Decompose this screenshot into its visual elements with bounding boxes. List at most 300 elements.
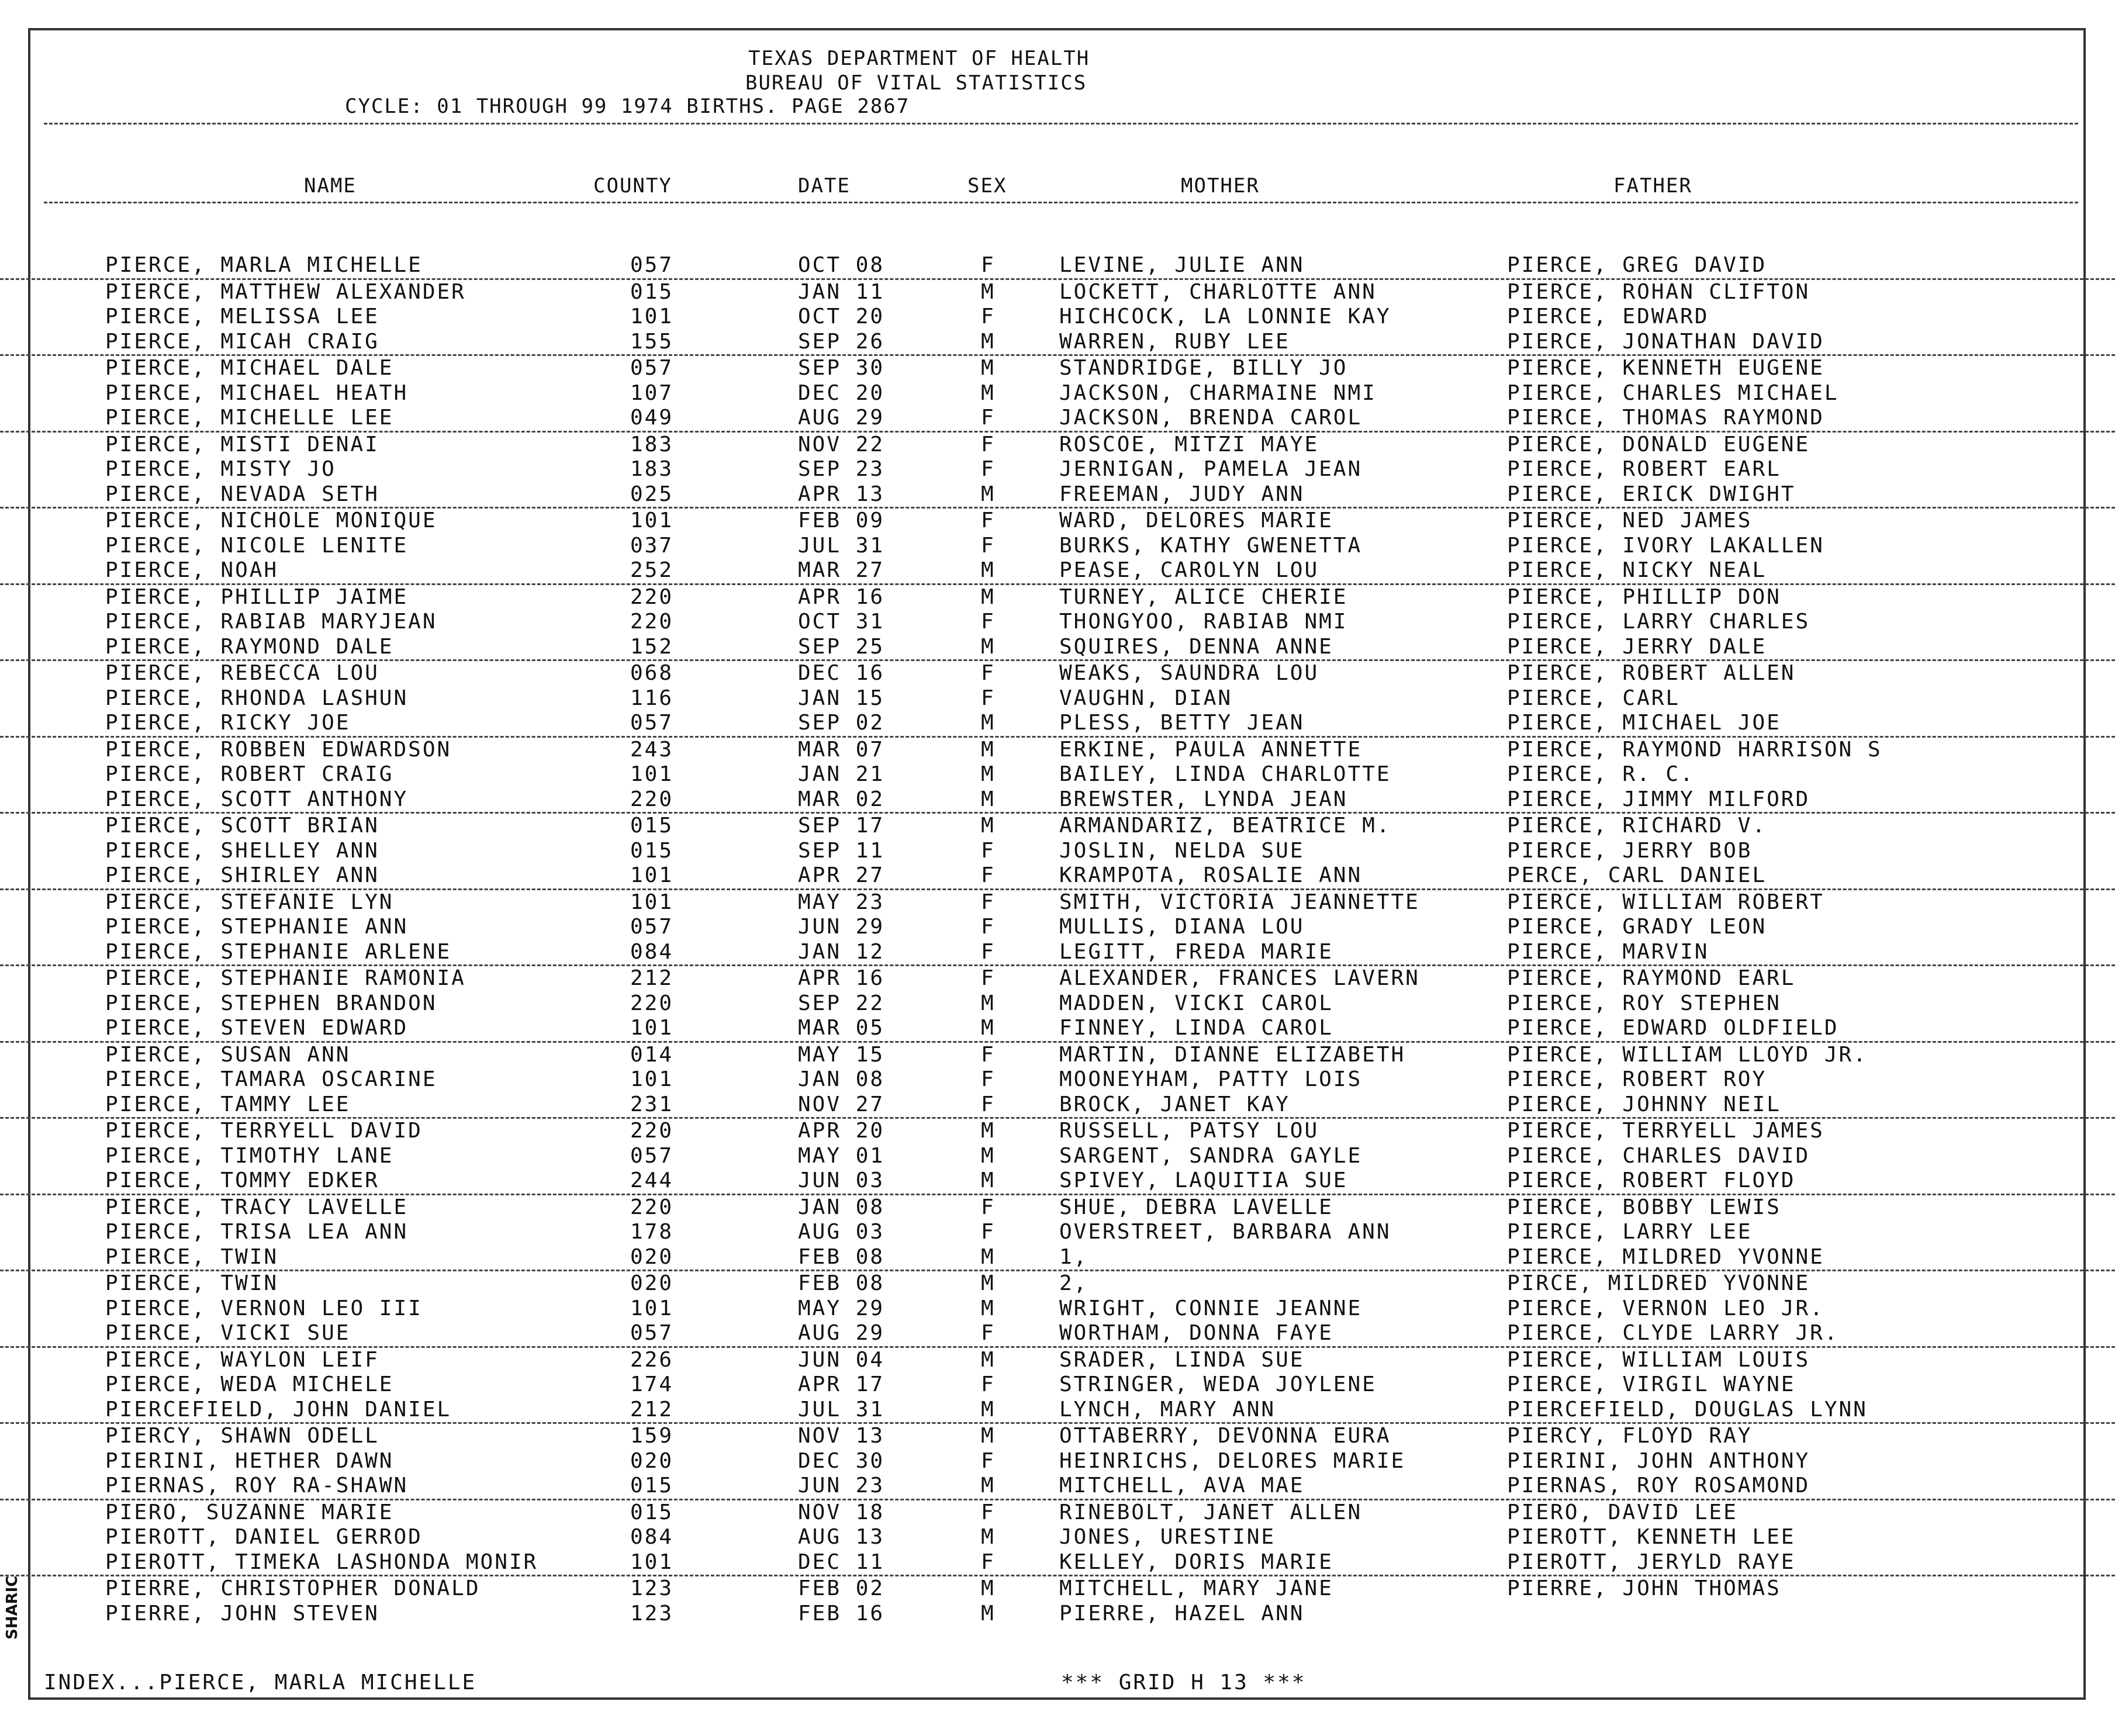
header-rule bbox=[44, 123, 2078, 125]
record-father: PIERCE, NED JAMES bbox=[1507, 509, 1753, 532]
record-date: DEC 16 bbox=[798, 661, 885, 685]
record-mother: LOCKETT, CHARLOTTE ANN bbox=[1059, 279, 1377, 304]
record-row bbox=[0, 635, 2115, 662]
record-county: 101 bbox=[630, 1016, 674, 1040]
record-sex: M bbox=[981, 558, 996, 582]
record-father: PIERNAS, ROY ROSAMOND bbox=[1507, 1474, 1810, 1498]
record-row bbox=[0, 863, 2115, 890]
record-row bbox=[0, 1525, 2115, 1550]
agency-title: TEXAS DEPARTMENT OF HEALTH bbox=[748, 47, 1090, 70]
record-county: 155 bbox=[630, 329, 674, 354]
record-sex: F bbox=[981, 838, 996, 863]
record-row bbox=[0, 509, 2115, 534]
record-county: 020 bbox=[630, 1448, 674, 1473]
record-name: PIERCE, NEVADA SETH bbox=[105, 482, 379, 506]
record-row bbox=[0, 1168, 2115, 1195]
record-sex: M bbox=[981, 381, 996, 405]
record-row bbox=[0, 280, 2115, 305]
record-mother: FREEMAN, JUDY ANN bbox=[1059, 482, 1305, 506]
record-father: PIERO, DAVID LEE bbox=[1507, 1500, 1738, 1524]
record-name: PIERCE, TWIN bbox=[105, 1244, 279, 1269]
record-name: PIERCE, STEPHEN BRANDON bbox=[105, 991, 437, 1015]
record-mother: STANDRIDGE, BILLY JO bbox=[1059, 356, 1348, 380]
record-mother: VAUGHN, DIAN bbox=[1059, 686, 1233, 710]
record-date: JAN 11 bbox=[798, 279, 885, 304]
record-sex: M bbox=[981, 762, 996, 786]
record-date: SEP 02 bbox=[798, 711, 885, 735]
col-header-sex: SEX bbox=[967, 174, 1007, 198]
record-row bbox=[0, 814, 2115, 839]
record-date: JAN 08 bbox=[798, 1195, 885, 1219]
record-sex: F bbox=[981, 533, 996, 558]
record-sex: M bbox=[981, 1244, 996, 1269]
record-sex: M bbox=[981, 634, 996, 659]
record-name: PIERCE, MISTY JO bbox=[105, 457, 336, 481]
record-row bbox=[0, 966, 2115, 991]
record-mother: BREWSTER, LYNDA JEAN bbox=[1059, 787, 1348, 811]
record-mother: LYNCH, MARY ANN bbox=[1059, 1397, 1276, 1422]
record-row bbox=[0, 1195, 2115, 1220]
record-row bbox=[0, 433, 2115, 458]
record-name: PIERCE, RHONDA LASHUN bbox=[105, 686, 409, 710]
record-county: 014 bbox=[630, 1042, 674, 1067]
record-row bbox=[0, 1321, 2115, 1348]
record-date: DEC 11 bbox=[798, 1550, 885, 1574]
record-mother: SRADER, LINDA SUE bbox=[1059, 1347, 1305, 1372]
record-sex: M bbox=[981, 1424, 996, 1448]
record-county: 116 bbox=[630, 686, 674, 710]
record-county: 057 bbox=[630, 711, 674, 735]
record-name: PIERCE, MICHAEL HEATH bbox=[105, 381, 409, 405]
record-mother: 1, bbox=[1059, 1244, 1088, 1269]
record-county: 057 bbox=[630, 253, 674, 277]
record-row bbox=[0, 1144, 2115, 1169]
record-date: JUN 04 bbox=[798, 1347, 885, 1372]
record-name: PIERCE, WAYLON LEIF bbox=[105, 1347, 379, 1372]
record-name: PIERCE, NICHOLE MONIQUE bbox=[105, 509, 437, 532]
record-row bbox=[0, 940, 2115, 967]
record-name: PIERCE, WEDA MICHELE bbox=[105, 1372, 394, 1396]
record-mother: ROSCOE, MITZI MAYE bbox=[1059, 432, 1319, 457]
record-county: 220 bbox=[630, 1119, 674, 1143]
record-date: JUN 23 bbox=[798, 1474, 885, 1498]
record-mother: HICHCOCK, LA LONNIE KAY bbox=[1059, 305, 1391, 328]
record-date: SEP 11 bbox=[798, 838, 885, 863]
record-date: DEC 30 bbox=[798, 1448, 885, 1473]
record-name: PIERCE, ROBERT CRAIG bbox=[105, 762, 394, 786]
record-sex: F bbox=[981, 863, 996, 887]
record-row bbox=[0, 1296, 2115, 1322]
record-mother: JACKSON, CHARMAINE NMI bbox=[1059, 381, 1377, 405]
record-father: PIERCE, CLYDE LARRY JR. bbox=[1507, 1321, 1839, 1345]
record-father: PIERCE, DONALD EUGENE bbox=[1507, 432, 1810, 457]
record-date: NOV 18 bbox=[798, 1500, 885, 1524]
record-sex: F bbox=[981, 509, 996, 532]
record-name: PIERCE, STEPHANIE RAMONIA bbox=[105, 966, 466, 990]
record-father: PIEROTT, JERYLD RAYE bbox=[1507, 1550, 1796, 1574]
record-father: PIERCE, NICKY NEAL bbox=[1507, 558, 1767, 582]
record-sex: M bbox=[981, 356, 996, 380]
record-sex: M bbox=[981, 1119, 996, 1143]
record-date: NOV 22 bbox=[798, 432, 885, 457]
record-name: PIERRE, JOHN STEVEN bbox=[105, 1601, 379, 1626]
record-date: FEB 16 bbox=[798, 1601, 885, 1626]
record-father: PIERCE, EDWARD bbox=[1507, 305, 1709, 328]
record-mother: BAILEY, LINDA CHARLOTTE bbox=[1059, 762, 1391, 786]
record-sex: M bbox=[981, 279, 996, 304]
record-sex: M bbox=[981, 1601, 996, 1626]
col-header-county: COUNTY bbox=[593, 174, 672, 198]
record-name: PIERCE, PHILLIP JAIME bbox=[105, 585, 409, 609]
record-sex: F bbox=[981, 253, 996, 277]
record-mother: MARTIN, DIANNE ELIZABETH bbox=[1059, 1042, 1406, 1067]
record-county: 231 bbox=[630, 1092, 674, 1116]
record-county: 101 bbox=[630, 305, 674, 328]
record-name: PIERCE, TRACY LAVELLE bbox=[105, 1195, 409, 1219]
record-sex: M bbox=[981, 482, 996, 506]
record-father: PIERCE, ROBERT ALLEN bbox=[1507, 661, 1796, 685]
record-father: PIERCE, ERICK DWIGHT bbox=[1507, 482, 1796, 506]
record-mother: MITCHELL, MARY JANE bbox=[1059, 1576, 1333, 1600]
record-date: SEP 25 bbox=[798, 634, 885, 659]
record-mother: FINNEY, LINDA CAROL bbox=[1059, 1016, 1333, 1040]
record-row bbox=[0, 890, 2115, 915]
record-mother: PEASE, CAROLYN LOU bbox=[1059, 558, 1319, 582]
record-name: PIERRE, CHRISTOPHER DONALD bbox=[105, 1576, 481, 1600]
record-row bbox=[0, 585, 2115, 610]
record-father: PIERCE, JERRY BOB bbox=[1507, 838, 1753, 863]
record-name: PIERCE, STEPHANIE ARLENE bbox=[105, 939, 452, 964]
record-name: PIERCE, STEVEN EDWARD bbox=[105, 1016, 409, 1040]
record-row bbox=[0, 457, 2115, 482]
record-county: 057 bbox=[630, 915, 674, 939]
record-mother: JACKSON, BRENDA CAROL bbox=[1059, 406, 1363, 430]
record-sex: F bbox=[981, 1372, 996, 1396]
record-row bbox=[0, 1550, 2115, 1577]
record-date: NOV 27 bbox=[798, 1092, 885, 1116]
record-father: PIERCEFIELD, DOUGLAS LYNN bbox=[1507, 1397, 1868, 1422]
record-sex: M bbox=[981, 1168, 996, 1192]
record-father: PIERCE, VERNON LEO JR. bbox=[1507, 1296, 1824, 1320]
record-father: PIERCE, CHARLES DAVID bbox=[1507, 1143, 1810, 1168]
record-row bbox=[0, 991, 2115, 1016]
record-name: PIERCE, RICKY JOE bbox=[105, 711, 351, 735]
record-row bbox=[0, 1271, 2115, 1296]
record-date: FEB 09 bbox=[798, 509, 885, 532]
record-name: PIERCE, NOAH bbox=[105, 558, 279, 582]
record-name: PIERCE, REBECCA LOU bbox=[105, 661, 379, 685]
record-name: PIERCE, VERNON LEO III bbox=[105, 1296, 423, 1320]
record-row bbox=[0, 1220, 2115, 1245]
record-sex: M bbox=[981, 1016, 996, 1040]
record-name: PIERCE, RAYMOND DALE bbox=[105, 634, 394, 659]
record-name: PIEROTT, TIMEKA LASHONDA MONIR bbox=[105, 1550, 538, 1574]
record-sex: F bbox=[981, 610, 996, 634]
record-row bbox=[0, 738, 2115, 763]
record-name: PIERCE, SCOTT ANTHONY bbox=[105, 787, 409, 811]
record-name: PIERCE, TAMARA OSCARINE bbox=[105, 1067, 437, 1091]
record-row bbox=[0, 915, 2115, 940]
record-mother: JOSLIN, NELDA SUE bbox=[1059, 838, 1305, 863]
record-father: PIERCE, THOMAS RAYMOND bbox=[1507, 406, 1824, 430]
record-date: FEB 08 bbox=[798, 1244, 885, 1269]
record-date: SEP 26 bbox=[798, 329, 885, 354]
record-date: AUG 03 bbox=[798, 1220, 885, 1244]
record-date: JAN 12 bbox=[798, 939, 885, 964]
record-father: PIERCE, LARRY LEE bbox=[1507, 1220, 1753, 1244]
record-date: MAR 27 bbox=[798, 558, 885, 582]
record-sex: M bbox=[981, 1296, 996, 1320]
record-date: JAN 08 bbox=[798, 1067, 885, 1091]
record-sex: F bbox=[981, 1067, 996, 1091]
record-name: PIERCE, TERRYELL DAVID bbox=[105, 1119, 423, 1143]
record-father: PIERCE, JONATHAN DAVID bbox=[1507, 329, 1824, 354]
record-sex: F bbox=[981, 406, 996, 430]
record-county: 049 bbox=[630, 406, 674, 430]
record-father: PIEROTT, KENNETH LEE bbox=[1507, 1525, 1796, 1549]
col-header-name: NAME bbox=[304, 174, 357, 198]
record-name: PIERCE, TRISA LEA ANN bbox=[105, 1220, 409, 1244]
col-header-date: DATE bbox=[798, 174, 851, 198]
record-sex: M bbox=[981, 711, 996, 735]
record-county: 101 bbox=[630, 509, 674, 532]
record-mother: WARD, DELORES MARIE bbox=[1059, 509, 1333, 532]
record-sex: M bbox=[981, 329, 996, 354]
record-name: PIERCE, TAMMY LEE bbox=[105, 1092, 351, 1116]
record-date: SEP 22 bbox=[798, 991, 885, 1015]
record-mother: SMITH, VICTORIA JEANNETTE bbox=[1059, 890, 1420, 914]
record-mother: PIERRE, HAZEL ANN bbox=[1059, 1601, 1305, 1626]
record-row bbox=[0, 839, 2115, 864]
record-father: PIERCE, LARRY CHARLES bbox=[1507, 610, 1810, 634]
record-row bbox=[0, 1576, 2115, 1602]
record-row bbox=[0, 534, 2115, 559]
record-row bbox=[0, 1043, 2115, 1068]
record-sex: F bbox=[981, 1195, 996, 1219]
record-mother: MULLIS, DIANA LOU bbox=[1059, 915, 1305, 939]
record-row bbox=[0, 1424, 2115, 1449]
column-header-rule bbox=[44, 202, 2078, 203]
record-date: MAY 01 bbox=[798, 1143, 885, 1168]
record-name: PIERCE, MISTI DENAI bbox=[105, 432, 379, 457]
record-sex: M bbox=[981, 1576, 996, 1600]
record-county: 244 bbox=[630, 1168, 674, 1192]
record-row bbox=[0, 1474, 2115, 1500]
record-date: MAR 07 bbox=[798, 737, 885, 762]
record-father: PIERCE, ROBERT ROY bbox=[1507, 1067, 1767, 1091]
record-date: APR 13 bbox=[798, 482, 885, 506]
record-sex: F bbox=[981, 305, 996, 328]
record-sex: F bbox=[981, 1220, 996, 1244]
record-date: SEP 30 bbox=[798, 356, 885, 380]
record-name: PIERCE, SCOTT BRIAN bbox=[105, 814, 379, 838]
record-mother: STRINGER, WEDA JOYLENE bbox=[1059, 1372, 1377, 1396]
record-sex: F bbox=[981, 1042, 996, 1067]
record-date: FEB 02 bbox=[798, 1576, 885, 1600]
record-row bbox=[0, 610, 2115, 635]
record-row bbox=[0, 482, 2115, 509]
record-father: PIERCE, MARVIN bbox=[1507, 939, 1709, 964]
record-name: PIERCE, ROBBEN EDWARDSON bbox=[105, 737, 452, 762]
record-county: 174 bbox=[630, 1372, 674, 1396]
record-row bbox=[0, 787, 2115, 814]
record-row bbox=[0, 1602, 2115, 1627]
record-county: 037 bbox=[630, 533, 674, 558]
record-father: PIERCE, MILDRED YVONNE bbox=[1507, 1244, 1824, 1269]
record-mother: JONES, URESTINE bbox=[1059, 1525, 1276, 1549]
record-sex: M bbox=[981, 1347, 996, 1372]
record-sex: M bbox=[981, 991, 996, 1015]
record-county: 107 bbox=[630, 381, 674, 405]
record-mother: PLESS, BETTY JEAN bbox=[1059, 711, 1305, 735]
record-row bbox=[0, 305, 2115, 330]
record-sex: F bbox=[981, 1448, 996, 1473]
record-row bbox=[0, 381, 2115, 406]
record-father: PIERCE, TERRYELL JAMES bbox=[1507, 1119, 1824, 1143]
record-father: PIERCE, R. C. bbox=[1507, 762, 1695, 786]
record-mother: SARGENT, SANDRA GAYLE bbox=[1059, 1143, 1363, 1168]
record-father: PIERCE, JOHNNY NEIL bbox=[1507, 1092, 1781, 1116]
record-county: 101 bbox=[630, 762, 674, 786]
record-father: PIERCE, WILLIAM LLOYD JR. bbox=[1507, 1042, 1868, 1067]
record-father: PERCE, CARL DANIEL bbox=[1507, 863, 1767, 887]
record-name: PIERCE, MICHAEL DALE bbox=[105, 356, 394, 380]
record-sex: F bbox=[981, 915, 996, 939]
record-row bbox=[0, 661, 2115, 686]
record-row bbox=[0, 711, 2115, 738]
record-county: 226 bbox=[630, 1347, 674, 1372]
record-father: PIERCE, ROHAN CLIFTON bbox=[1507, 279, 1810, 304]
record-date: AUG 29 bbox=[798, 1321, 885, 1345]
record-name: PIERINI, HETHER DAWN bbox=[105, 1448, 394, 1473]
record-date: APR 16 bbox=[798, 585, 885, 609]
record-county: 015 bbox=[630, 1474, 674, 1498]
record-mother: SHUE, DEBRA LAVELLE bbox=[1059, 1195, 1333, 1219]
record-father: PIERCE, RAYMOND EARL bbox=[1507, 966, 1796, 990]
record-name: PIEROTT, DANIEL GERROD bbox=[105, 1525, 423, 1549]
record-county: 015 bbox=[630, 814, 674, 838]
record-date: JAN 21 bbox=[798, 762, 885, 786]
record-sex: M bbox=[981, 1525, 996, 1549]
record-county: 220 bbox=[630, 610, 674, 634]
record-row bbox=[0, 1500, 2115, 1526]
record-date: APR 17 bbox=[798, 1372, 885, 1396]
record-name: PIERCE, SHIRLEY ANN bbox=[105, 863, 379, 887]
record-father: PIERCE, EDWARD OLDFIELD bbox=[1507, 1016, 1839, 1040]
record-mother: 2, bbox=[1059, 1271, 1088, 1295]
record-name: PIERCE, NICOLE LENITE bbox=[105, 533, 409, 558]
record-date: APR 27 bbox=[798, 863, 885, 887]
record-row bbox=[0, 1348, 2115, 1373]
record-sex: F bbox=[981, 661, 996, 685]
record-mother: BROCK, JANET KAY bbox=[1059, 1092, 1290, 1116]
record-mother: KELLEY, DORIS MARIE bbox=[1059, 1550, 1333, 1574]
record-name: PIERCE, STEPHANIE ANN bbox=[105, 915, 409, 939]
record-father: PIERCE, BOBBY LEWIS bbox=[1507, 1195, 1781, 1219]
record-mother: WORTHAM, DONNA FAYE bbox=[1059, 1321, 1333, 1345]
record-father: PIERCE, ROBERT EARL bbox=[1507, 457, 1781, 481]
record-sex: F bbox=[981, 1500, 996, 1524]
record-county: 252 bbox=[630, 558, 674, 582]
record-father: PIERCE, RICHARD V. bbox=[1507, 814, 1767, 838]
record-county: 084 bbox=[630, 939, 674, 964]
record-date: MAY 23 bbox=[798, 890, 885, 914]
record-mother: OVERSTREET, BARBARA ANN bbox=[1059, 1220, 1391, 1244]
record-father: PIERCE, MICHAEL JOE bbox=[1507, 711, 1781, 735]
record-county: 183 bbox=[630, 432, 674, 457]
record-mother: SPIVEY, LAQUITIA SUE bbox=[1059, 1168, 1348, 1192]
side-label: SHARIC bbox=[4, 1575, 21, 1640]
record-county: 101 bbox=[630, 890, 674, 914]
record-date: JUN 03 bbox=[798, 1168, 885, 1192]
record-mother: RINEBOLT, JANET ALLEN bbox=[1059, 1500, 1363, 1524]
record-name: PIERCE, VICKI SUE bbox=[105, 1321, 351, 1345]
record-row bbox=[0, 253, 2115, 280]
record-row bbox=[0, 1016, 2115, 1043]
record-county: 015 bbox=[630, 1500, 674, 1524]
record-date: JUN 29 bbox=[798, 915, 885, 939]
record-county: 220 bbox=[630, 787, 674, 811]
record-mother: ALEXANDER, FRANCES LAVERN bbox=[1059, 966, 1420, 990]
record-mother: JERNIGAN, PAMELA JEAN bbox=[1059, 457, 1363, 481]
record-father: PIERRE, JOHN THOMAS bbox=[1507, 1576, 1781, 1600]
record-sex: F bbox=[981, 457, 996, 481]
record-county: 084 bbox=[630, 1525, 674, 1549]
record-date: MAY 29 bbox=[798, 1296, 885, 1320]
record-sex: M bbox=[981, 1474, 996, 1498]
record-father: PIERCE, IVORY LAKALLEN bbox=[1507, 533, 1824, 558]
record-mother: MOONEYHAM, PATTY LOIS bbox=[1059, 1067, 1363, 1091]
record-county: 152 bbox=[630, 634, 674, 659]
record-county: 183 bbox=[630, 457, 674, 481]
record-sex: F bbox=[981, 1321, 996, 1345]
record-father: PIERCE, GREG DAVID bbox=[1507, 253, 1767, 277]
record-sex: M bbox=[981, 814, 996, 838]
record-sex: M bbox=[981, 1397, 996, 1422]
record-name: PIERCE, STEFANIE LYN bbox=[105, 890, 394, 914]
record-date: JUL 31 bbox=[798, 1397, 885, 1422]
col-header-father: FATHER bbox=[1613, 174, 1692, 198]
record-name: PIERCE, TIMOTHY LANE bbox=[105, 1143, 394, 1168]
record-father: PIRCE, MILDRED YVONNE bbox=[1507, 1271, 1810, 1295]
record-mother: WEAKS, SAUNDRA LOU bbox=[1059, 661, 1319, 685]
record-date: MAR 02 bbox=[798, 787, 885, 811]
record-name: PIERCE, TWIN bbox=[105, 1271, 279, 1295]
record-sex: M bbox=[981, 1271, 996, 1295]
record-county: 057 bbox=[630, 1321, 674, 1345]
record-date: MAY 15 bbox=[798, 1042, 885, 1067]
record-father: PIERCE, ROY STEPHEN bbox=[1507, 991, 1781, 1015]
record-county: 212 bbox=[630, 1397, 674, 1422]
record-county: 015 bbox=[630, 279, 674, 304]
record-name: PIERCY, SHAWN ODELL bbox=[105, 1424, 379, 1448]
cycle-page-line: CYCLE: 01 THROUGH 99 1974 BIRTHS. PAGE 2867 bbox=[345, 95, 910, 118]
col-header-mother: MOTHER bbox=[1181, 174, 1260, 198]
record-sex: F bbox=[981, 939, 996, 964]
record-name: PIERCE, RABIAB MARYJEAN bbox=[105, 610, 437, 634]
record-mother: HEINRICHS, DELORES MARIE bbox=[1059, 1448, 1406, 1473]
record-county: 020 bbox=[630, 1271, 674, 1295]
record-mother: LEVINE, JULIE ANN bbox=[1059, 253, 1305, 277]
record-county: 123 bbox=[630, 1601, 674, 1626]
record-mother: MADDEN, VICKI CAROL bbox=[1059, 991, 1333, 1015]
record-sex: F bbox=[981, 1550, 996, 1574]
record-date: DEC 20 bbox=[798, 381, 885, 405]
record-sex: F bbox=[981, 890, 996, 914]
grid-reference: *** GRID H 13 *** bbox=[1061, 1671, 1307, 1694]
record-sex: F bbox=[981, 1092, 996, 1116]
record-row bbox=[0, 1067, 2115, 1092]
